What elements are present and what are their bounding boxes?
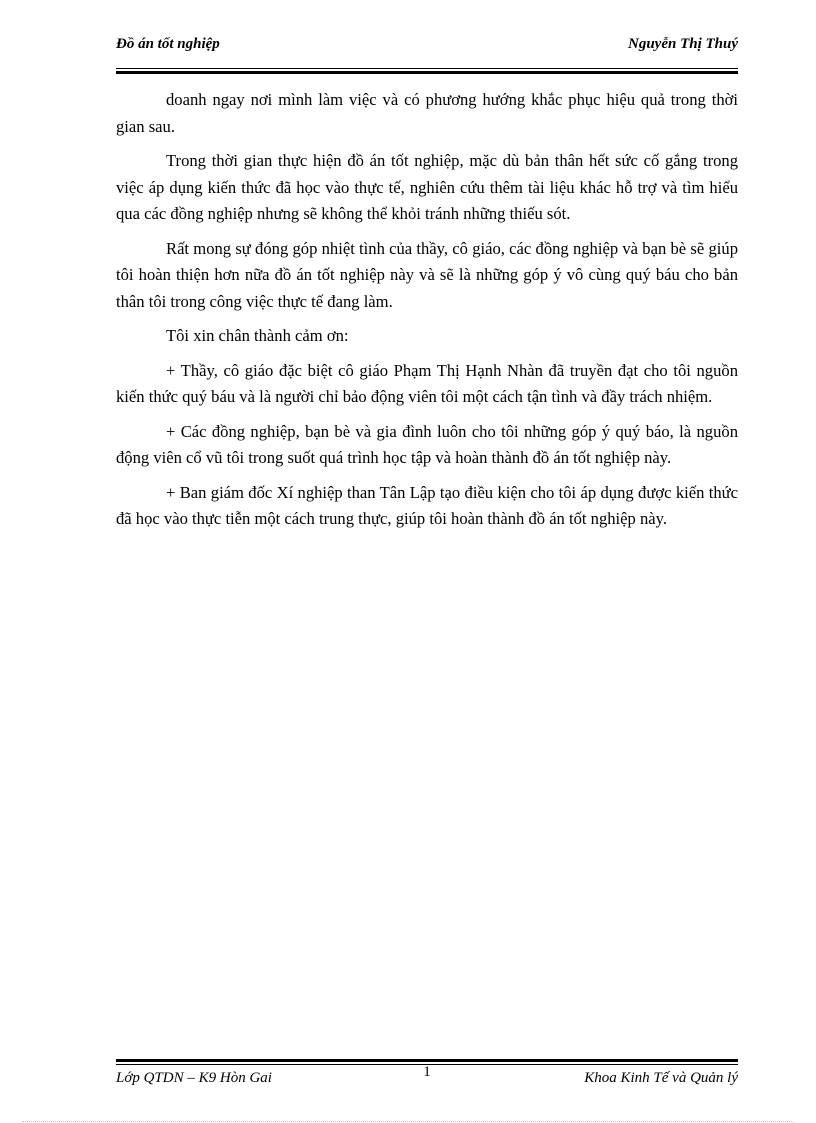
page-number: 1	[423, 1064, 431, 1080]
header-rule-thick	[116, 71, 738, 74]
footer-class: Lớp QTDN – K9 Hòn Gai	[116, 1070, 272, 1086]
paragraph: + Ban giám đốc Xí nghiệp than Tân Lập tạo điều kiện cho tôi áp dụng được kiến thức đã học vào thực tiễn một cách trung thực, giúp tôi hoàn thành đồ án tốt nghiệp này.	[116, 482, 738, 528]
paragraph: + Các đồng nghiệp, bạn bè và gia đình luôn cho tôi những góp ý quý báo, là nguồn động viên cổ vũ tôi trong suốt quá trình học tập và hoàn thành đồ án tốt nghiệp này.	[116, 421, 738, 467]
paragraph: + Thầy, cô giáo đặc biệt cô giáo Phạm Thị Hạnh Nhàn đã truyền đạt cho tôi nguồn kiến thức quý báu và là người chỉ bảo động viên tôi một cách tận tình và đầy trách nhiệm.	[116, 360, 738, 406]
header-title: Đồ án tốt nghiệp	[116, 36, 220, 52]
paragraph: Tôi xin chân thành cảm ơn:	[166, 326, 349, 345]
header-rule-thin	[116, 68, 738, 69]
page-footer	[116, 1066, 738, 1090]
footer-rule-thick	[116, 1059, 738, 1062]
document-body	[116, 87, 738, 541]
page-edge-divider	[22, 1121, 794, 1122]
paragraph-continuation: doanh ngay nơi mình làm việc và có phương hướng khắc phục hiệu quả trong thời gian sau.	[116, 90, 738, 136]
header-author: Nguyễn Thị Thuý	[627, 36, 738, 52]
paragraph: Trong thời gian thực hiện đồ án tốt nghiệp, mặc dù bản thân hết sức cố gắng trong việc áp dụng kiến thức đã học vào thực tế, nghiên cứu thêm tài liệu khác hỗ trợ và tìm hiểu qua các đồng nghiệp nhưng sẽ không thể khỏi tránh những thiếu sót.	[116, 151, 738, 223]
page-header	[116, 36, 738, 60]
footer-faculty: Khoa Kinh Tế và Quản lý	[584, 1070, 738, 1086]
paragraph: Rất mong sự đóng góp nhiệt tình của thầy, cô giáo, các đồng nghiệp và bạn bè sẽ giúp tôi hoàn thiện hơn nữa đồ án tốt nghiệp này và sẽ là những góp ý vô cùng quý báu cho bản thân tôi trong công việc thực tế đang làm.	[116, 238, 738, 311]
